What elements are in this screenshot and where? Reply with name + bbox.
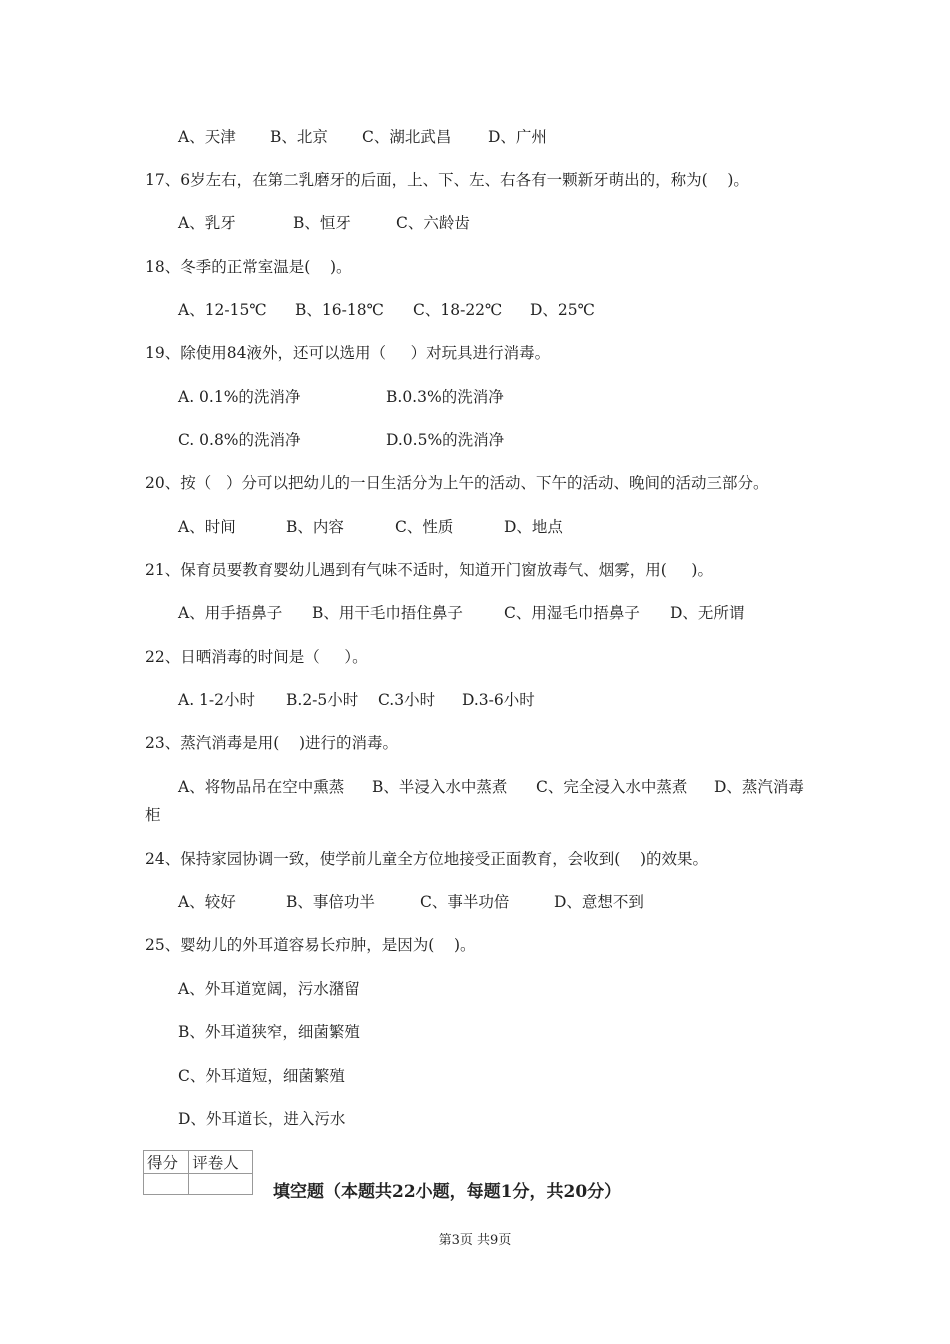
grader-header: 评卷人: [189, 1151, 253, 1174]
q23-option-b: B、半浸入水中蒸煮: [372, 778, 508, 796]
q18-option-d: D、25℃: [530, 301, 595, 319]
question-18: 18、冬季的正常室温是( )。: [145, 258, 352, 276]
page-footer: 第3页 共9页: [438, 1233, 512, 1248]
question-22: 22、日晒消毒的时间是（ ）。: [145, 648, 368, 666]
q24-option-a: A、较好: [178, 893, 236, 911]
q19-option-b: B.0.3%的洗消净: [386, 388, 504, 406]
q22-option-b: B.2-5小时: [286, 691, 359, 709]
q24-option-b: B、事倍功半: [286, 893, 375, 911]
q21-option-a: A、用手捂鼻子: [178, 604, 283, 622]
question-23: 23、蒸汽消毒是用( )进行的消毒。: [145, 734, 399, 752]
q20-option-c: C、性质: [395, 518, 454, 536]
q19-option-a: A. 0.1%的洗消净: [178, 388, 301, 406]
q22-option-a: A. 1-2小时: [178, 691, 256, 709]
score-header: 得分: [144, 1151, 189, 1174]
q19-option-c: C. 0.8%的洗消净: [178, 431, 301, 449]
q23-option-d: D、蒸汽消毒: [714, 778, 804, 796]
question-21: 21、保育员要教育婴幼儿遇到有气味不适时，知道开门窗放毒气、烟雾，用( )。: [145, 561, 713, 579]
q18-option-a: A、12-15℃: [178, 301, 267, 319]
q16-option-c: C、湖北武昌: [362, 128, 452, 146]
q17-option-b: B、恒牙: [293, 214, 351, 232]
q25-option-c: C、外耳道短，细菌繁殖: [178, 1067, 345, 1085]
q23-option-d-continuation: 柜: [145, 806, 161, 824]
q20-option-d: D、地点: [504, 518, 563, 536]
q25-option-b: B、外耳道狭窄，细菌繁殖: [178, 1023, 360, 1041]
q25-option-a: A、外耳道宽阔，污水潴留: [178, 980, 360, 998]
question-25: 25、婴幼儿的外耳道容易长疖肿，是因为( )。: [145, 936, 476, 954]
grader-cell[interactable]: [189, 1174, 253, 1195]
q16-option-a: A、天津: [178, 128, 236, 146]
q24-option-c: C、事半功倍: [420, 893, 510, 911]
q18-option-b: B、16-18℃: [295, 301, 384, 319]
q23-option-a: A、将物品吊在空中熏蒸: [178, 778, 345, 796]
q21-option-d: D、无所谓: [670, 604, 745, 622]
score-table: [143, 1150, 253, 1195]
q24-option-d: D、意想不到: [554, 893, 644, 911]
question-17: 17、6岁左右，在第二乳磨牙的后面，上、下、左、右各有一颗新牙萌出的，称为( )。: [145, 171, 749, 189]
question-19: 19、除使用84液外，还可以选用（ ）对玩具进行消毒。: [145, 344, 551, 362]
question-20: 20、按（ ）分可以把幼儿的一日生活分为上午的活动、下午的活动、晚间的活动三部分。: [145, 474, 769, 492]
q17-option-c: C、六龄齿: [396, 214, 470, 232]
q23-option-c: C、完全浸入水中蒸煮: [536, 778, 688, 796]
q22-option-c: C.3小时: [378, 691, 436, 709]
q21-option-b: B、用干毛巾捂住鼻子: [312, 604, 463, 622]
question-24: 24、保持家园协调一致，使学前儿童全方位地接受正面教育，会收到( )的效果。: [145, 850, 709, 868]
section-title: 填空题（本题共22小题，每题1分，共20分）: [273, 1182, 622, 1202]
q22-option-d: D.3-6小时: [462, 691, 535, 709]
q20-option-a: A、时间: [178, 518, 236, 536]
q17-option-a: A、乳牙: [178, 214, 236, 232]
q19-option-d: D.0.5%的洗消净: [386, 431, 505, 449]
q25-option-d: D、外耳道长，进入污水: [178, 1110, 346, 1128]
q18-option-c: C、18-22℃: [413, 301, 503, 319]
score-cell[interactable]: [144, 1174, 189, 1195]
q20-option-b: B、内容: [286, 518, 344, 536]
q21-option-c: C、用湿毛巾捂鼻子: [504, 604, 640, 622]
q16-option-d: D、广州: [488, 128, 547, 146]
q16-option-b: B、北京: [270, 128, 328, 146]
